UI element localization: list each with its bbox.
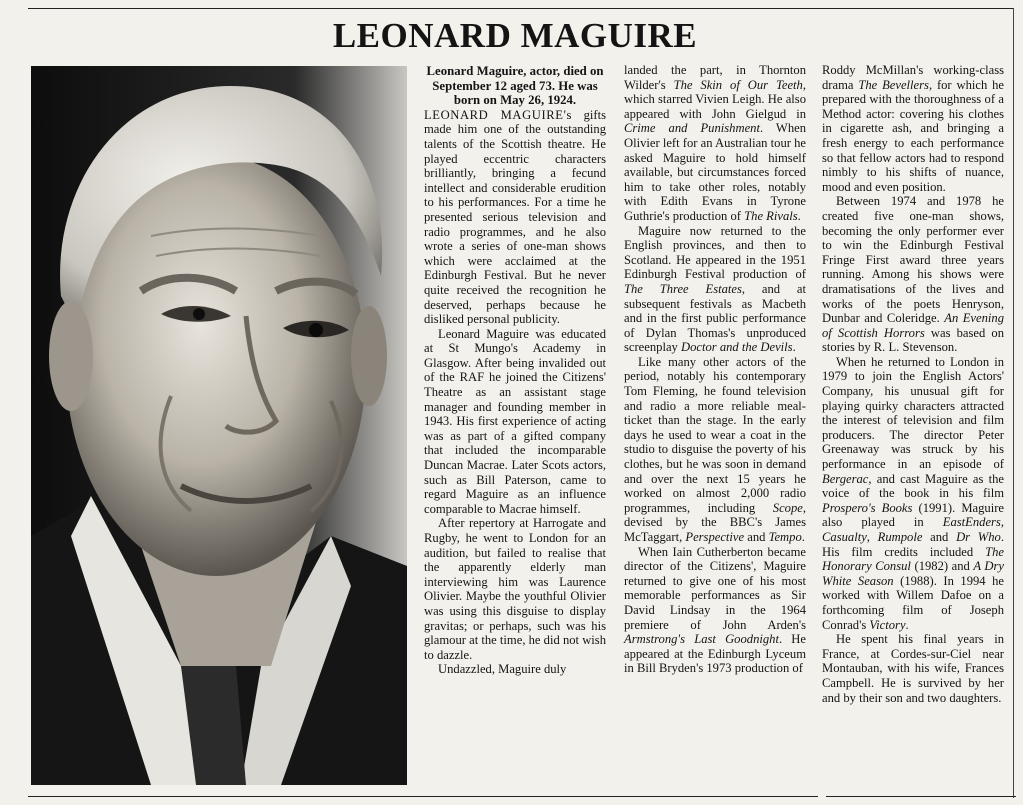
col2-paragraph-3: Like many other actors of the period, notably his contemporary Tom Fleming, he found television and radio a more reliable meal-ticket than the stage. In the early days he used to wear a coat in the studio to disguise the poverty of his clothes, but he was soon in demand and over the next 15 years he worked on almost 2,000 radio programmes, including Scope, devised by the BBC's James McTaggart, Perspective and Tempo.	[624, 354, 806, 544]
column-3	[822, 63, 1004, 705]
col1-paragraph-1: LEONARD MAGUIRE's gifts made him one of the outstanding talents of the Scottish theatre. He played eccentric characters brilliantly, bringing a fecund intellect and considerable erudition to his performances. For a time he presented serious television and radio programmes, and he also wrote a series of one-man shows which were acclaimed at the Edinburgh Festival. But he never quite received the recognition he deserved, perhaps because he disliked personal publicity.	[424, 107, 606, 327]
subhead: Leonard Maguire, actor, died on September 12 aged 73. He was born on May 26, 1924.	[426, 64, 604, 108]
col2-paragraph-4: When Iain Cutherberton became director of the Citizens', Maguire returned to give one of his most memorable performances as Sir David Lindsay in the 1964 premiere of John Arden's Armstrong's Last Goodnight. He appeared at the Edinburgh Lyceum in Bill Bryden's 1973 production of	[624, 544, 806, 676]
col1-paragraph-4: Undazzled, Maguire duly	[438, 662, 567, 677]
col3-paragraph-3: When he returned to London in 1979 to join the English Actors' Company, his unusual gift for playing quirky characters attracted the interest of television and film producers. The director Peter Greenaway was struck by his performance in an episode of Bergerac, and cast Maguire as the voice of the book in his film Prospero's Books (1991). Maguire also played in EastEnders, Casualty, Rumpole and Dr Who. His film credits included The Honorary Consul (1982) and A Dry White Season (1988). In 1994 he worked with Willem Dafoe on a forthcoming film of Joseph Conrad's Victory.	[822, 354, 1005, 632]
col2-paragraph-1: landed the part, in Thornton Wilder's The Skin of Our Teeth, which starred Vivien Leigh. He also appeared with John Gielgud in Crime and Punishment. When Olivier left for an Australian tour he asked Maguire to hold himself available, but circumstances forced him to take other roles, notably with Edith Evans in Tyrone Guthrie's production of The Rivals.	[624, 63, 806, 223]
top-rule	[28, 8, 1013, 9]
headline: LEONARD MAGUIRE	[332, 16, 698, 55]
right-rule	[1013, 8, 1014, 798]
col3-paragraph-1: Roddy McMillan's working-class drama The Bevellers, for which he prepared with the thoroughness of a Method actor: covering his clothes in cigarette ash, and bringing a fresh energy to each performance so that fellow actors had to respond nimbly to his shifts of nuance, mood and even position.	[822, 63, 1004, 194]
col3-paragraph-4: He spent his final years in France, at Cordes-sur-Ciel near Montauban, with his wife, Frances Campbell. He is survived by her and by their son and two daughters.	[822, 632, 1004, 705]
bottom-rule-right	[826, 796, 1016, 797]
column-2	[624, 63, 806, 676]
portrait-illustration	[31, 66, 407, 785]
portrait-photo	[31, 66, 407, 785]
col3-paragraph-2: Between 1974 and 1978 he created five one-man shows, becoming the only performer ever to win the Edinburgh Festival Fringe First award three years running. Among his shows were dramatisations of the lives and works of the poets Henryson, Dunbar and Coleridge. An Evening of Scottish Horrors was based on stories by R. L. Stevenson.	[822, 194, 1004, 355]
column-1	[424, 64, 606, 677]
lead-caps: LEONARD MAGUIRE's	[424, 107, 572, 122]
col1-paragraph-3: After repertory at Harrogate and Rugby, he went to London for an audition, but failed to realise that the apparently elderly man interviewing him was Laurence Olivier. Maybe the youthful Olivier was using this disguise to display gravitas; or perhaps, such was his glamour at the time, he did not wish to dazzle.	[424, 516, 606, 662]
col1-paragraph-2: Leonard Maguire was educated at St Mungo's Academy in Glasgow. After being invalided out of the RAF he joined the Citizens' Theatre as an assistant stage manager and founding member in 1943. His first experience of acting was as part of a gifted company that included the incomparable Duncan Macrae. Later Scots actors, such as Bill Paterson, came to regard Maguire as an influence comparable to Macrae himself.	[424, 326, 606, 516]
bottom-rule	[28, 796, 818, 797]
col2-paragraph-2: Maguire now returned to the English provinces, and then to Scotland. He appeared in the 1951 Edinburgh Festival production of The Three Estates, and at subsequent festivals as Macbeth and in the first public performance of Dylan Thomas's unproduced screenplay Doctor and the Devils.	[624, 223, 807, 355]
